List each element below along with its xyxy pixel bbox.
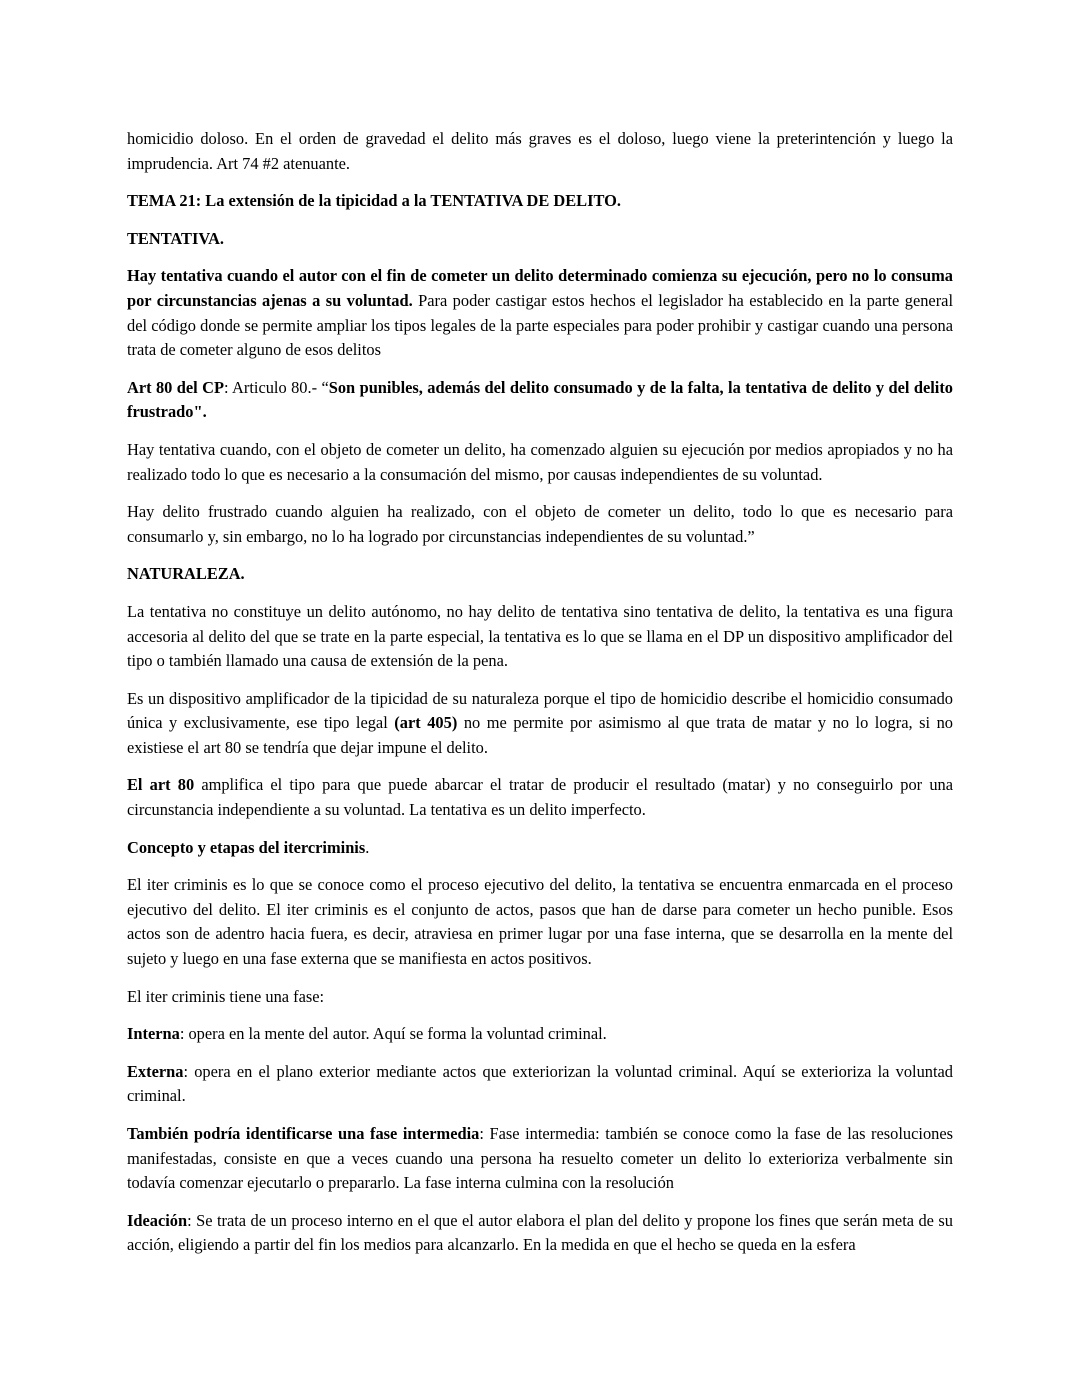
fase-intermedia-bold: También podría identificarse una fase intermedia xyxy=(127,1124,480,1143)
heading-tentativa: TENTATIVA. xyxy=(127,228,225,248)
ideacion-bold: Ideación xyxy=(127,1210,188,1230)
paragraph-ideacion: Ideación: Se trata de un proceso interno en el que el autor elabora el plan del delito y propone los fines que serán meta de su acción, eligiendo a partir del fin los medios para alcanzarlo. En la medida en que el hecho se queda en la esfera xyxy=(127,1210,953,1255)
paragraph-homicidio: homicidio doloso. En el orden de gravedad el delito más graves es el doloso, luego viene la preterintención y luego la imprudencia. Art 74 #2 atenuante. xyxy=(127,129,953,173)
art-80-quote: Son punibles, además del delito consumado y de la falta, la tentativa de delito y del delito frustrado". xyxy=(127,377,953,422)
interna-bold: Interna xyxy=(127,1024,180,1044)
heading-naturaleza: NATURALEZA. xyxy=(127,564,245,584)
paragraph-dispositivo-amplificador: Es un dispositivo amplificador de la tipicidad de su naturaleza porque el tipo de homicidio describe el homicidio consumado única y exclusivamente, ese tipo legal (art 405) no me permite por asimismo al que trata de matar y no lo logra, si no existiese el art 80 se tendría que dejar impune el delito. xyxy=(127,688,953,757)
paragraph-fase-interna: Interna: opera en la mente del autor. Aquí se forma la voluntad criminal. xyxy=(127,1024,607,1044)
el-art-80-bold: El art 80 xyxy=(127,775,195,795)
heading-tema-21: TEMA 21: La extensión de la tipicidad a la TENTATIVA DE DELITO. xyxy=(127,191,621,211)
document-page xyxy=(127,127,953,1271)
externa-bold: Externa xyxy=(127,1061,184,1081)
paragraph-iter-fase: El iter criminis tiene una fase: xyxy=(127,986,325,1006)
paragraph-naturaleza: La tentativa no constituye un delito autónomo, no hay delito de tentativa sino tentativa de delito, la tentativa es una figura accesoria al delito del que se trate en la parte especial, la tentativa es lo que se llama en el DP un dispositivo amplificador del tipo o también llamado una causa de extensión de la pena. xyxy=(127,601,953,671)
paragraph-art-80: Art 80 del CP: Articulo 80.- “Son punibles, además del delito consumado y de la falta, la tentativa de delito y del delito frustrado". xyxy=(127,377,953,422)
heading-concepto-itercriminis: Concepto y etapas del itercriminis. xyxy=(127,837,370,857)
paragraph-tentativa-definition: Hay tentativa cuando el autor con el fin de cometer un delito determinado comienza su ejecución, pero no lo consuma por circunstancias ajenas a su voluntad. Para poder castigar estos hechos el legislador ha establecido en la parte general del código donde se permite ampliar los tipos legales de la parte especiales para poder prohibir y castigar cuando una persona trata de cometer alguno de esos delitos xyxy=(127,266,953,360)
paragraph-art-80-amplifica: El art 80 amplifica el tipo para que puede abarcar el tratar de producir el resultado (matar) y no conseguirlo por una circunstancia independiente a su voluntad. La tentativa es un delito imperfecto. xyxy=(127,775,953,820)
paragraph-hay-tentativa: Hay tentativa cuando, con el objeto de cometer un delito, ha comenzado alguien su ejecución por medios apropiados y no ha realizado todo lo que es necesario a la consumación del mismo, por causas independientes de su voluntad. xyxy=(127,439,953,484)
art-405-bold: (art 405) xyxy=(394,713,458,733)
paragraph-delito-frustrado: Hay delito frustrado cuando alguien ha realizado, con el objeto de cometer un delito, todo lo que es necesario para consumarlo y, sin embargo, no lo ha logrado por circunstancias independientes de su voluntad.” xyxy=(127,502,953,546)
paragraph-iter-criminis: El iter criminis es lo que se conoce como el proceso ejecutivo del delito, la tentativa se encuentra enmarcada en el proceso ejecutivo del delito. El iter criminis es el conjunto de actos, pasos que han de darse para cometer un hecho punible. Esos actos son de adentro hacia fuera, es decir, atraviesa en primer lugar por una fase interna, que se desarrolla en la mente del sujeto y luego en una fase externa que se manifiesta en actos positivos. xyxy=(127,875,953,969)
art-80-label: Art 80 del CP xyxy=(127,377,224,397)
paragraph-fase-externa: Externa: opera en el plano exterior mediante actos que exteriorizan la voluntad criminal. Aquí se exterioriza la voluntad criminal. xyxy=(127,1061,953,1106)
paragraph-fase-intermedia: También podría identificarse una fase intermedia: Fase intermedia: también se conoce como la fase de las resoluciones manifestadas, consiste en que a veces cuando una persona ha resuelto cometer un delito lo exterioriza verbalmente sin todavía comenzar ejecutarlo o prepararlo. La fase interna culmina con la resolución xyxy=(127,1124,953,1193)
tentativa-definition-bold: Hay tentativa cuando el autor con el fin de cometer un delito determinado comienza su ejecución, pero no lo consuma por circunstancias ajenas a su voluntad. xyxy=(127,266,953,310)
